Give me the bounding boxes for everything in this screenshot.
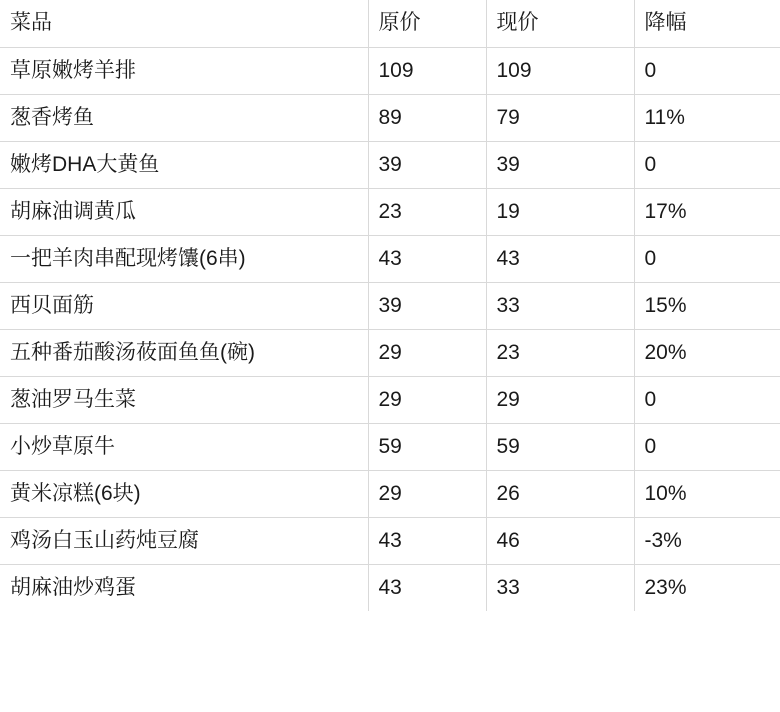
cell-old-price: 39 [368,282,486,329]
cell-new-price: 79 [486,94,634,141]
column-header-new-price: 现价 [486,0,634,47]
cell-old-price: 43 [368,235,486,282]
table-body [0,47,780,611]
cell-old-price: 89 [368,94,486,141]
cell-drop: 15% [634,282,780,329]
column-header-dish: 菜品 [0,0,368,47]
cell-dish: 一把羊肉串配现烤馕(6串) [0,235,368,282]
cell-old-price: 59 [368,423,486,470]
table-header-row [0,0,780,47]
cell-new-price: 33 [486,564,634,611]
cell-drop: 0 [634,376,780,423]
cell-new-price: 39 [486,141,634,188]
cell-drop: -3% [634,517,780,564]
cell-dish: 草原嫩烤羊排 [0,47,368,94]
table-row [0,47,780,94]
cell-dish: 胡麻油炒鸡蛋 [0,564,368,611]
cell-new-price: 23 [486,329,634,376]
cell-dish: 胡麻油调黄瓜 [0,188,368,235]
cell-old-price: 109 [368,47,486,94]
cell-new-price: 26 [486,470,634,517]
table-row [0,141,780,188]
table-row [0,470,780,517]
table-row [0,94,780,141]
cell-new-price: 43 [486,235,634,282]
table-row [0,376,780,423]
cell-drop: 0 [634,141,780,188]
cell-dish: 小炒草原牛 [0,423,368,470]
cell-drop: 23% [634,564,780,611]
cell-new-price: 109 [486,47,634,94]
cell-old-price: 43 [368,517,486,564]
cell-old-price: 23 [368,188,486,235]
cell-new-price: 46 [486,517,634,564]
table-row [0,423,780,470]
cell-drop: 11% [634,94,780,141]
cell-dish: 嫩烤DHA大黄鱼 [0,141,368,188]
cell-dish: 葱油罗马生菜 [0,376,368,423]
cell-new-price: 29 [486,376,634,423]
table-row [0,282,780,329]
table-row [0,517,780,564]
cell-old-price: 43 [368,564,486,611]
cell-new-price: 59 [486,423,634,470]
table-row [0,564,780,611]
cell-drop: 0 [634,235,780,282]
cell-drop: 10% [634,470,780,517]
table-row [0,188,780,235]
table-row [0,329,780,376]
cell-dish: 五种番茄酸汤莜面鱼鱼(碗) [0,329,368,376]
cell-dish: 鸡汤白玉山药炖豆腐 [0,517,368,564]
column-header-old-price: 原价 [368,0,486,47]
cell-old-price: 29 [368,376,486,423]
column-header-drop: 降幅 [634,0,780,47]
cell-dish: 葱香烤鱼 [0,94,368,141]
cell-old-price: 29 [368,329,486,376]
cell-dish: 西贝面筋 [0,282,368,329]
cell-drop: 17% [634,188,780,235]
cell-dish: 黄米凉糕(6块) [0,470,368,517]
cell-drop: 0 [634,47,780,94]
cell-drop: 20% [634,329,780,376]
cell-drop: 0 [634,423,780,470]
cell-old-price: 29 [368,470,486,517]
cell-new-price: 19 [486,188,634,235]
table-header [0,0,780,47]
cell-new-price: 33 [486,282,634,329]
table-row [0,235,780,282]
cell-old-price: 39 [368,141,486,188]
